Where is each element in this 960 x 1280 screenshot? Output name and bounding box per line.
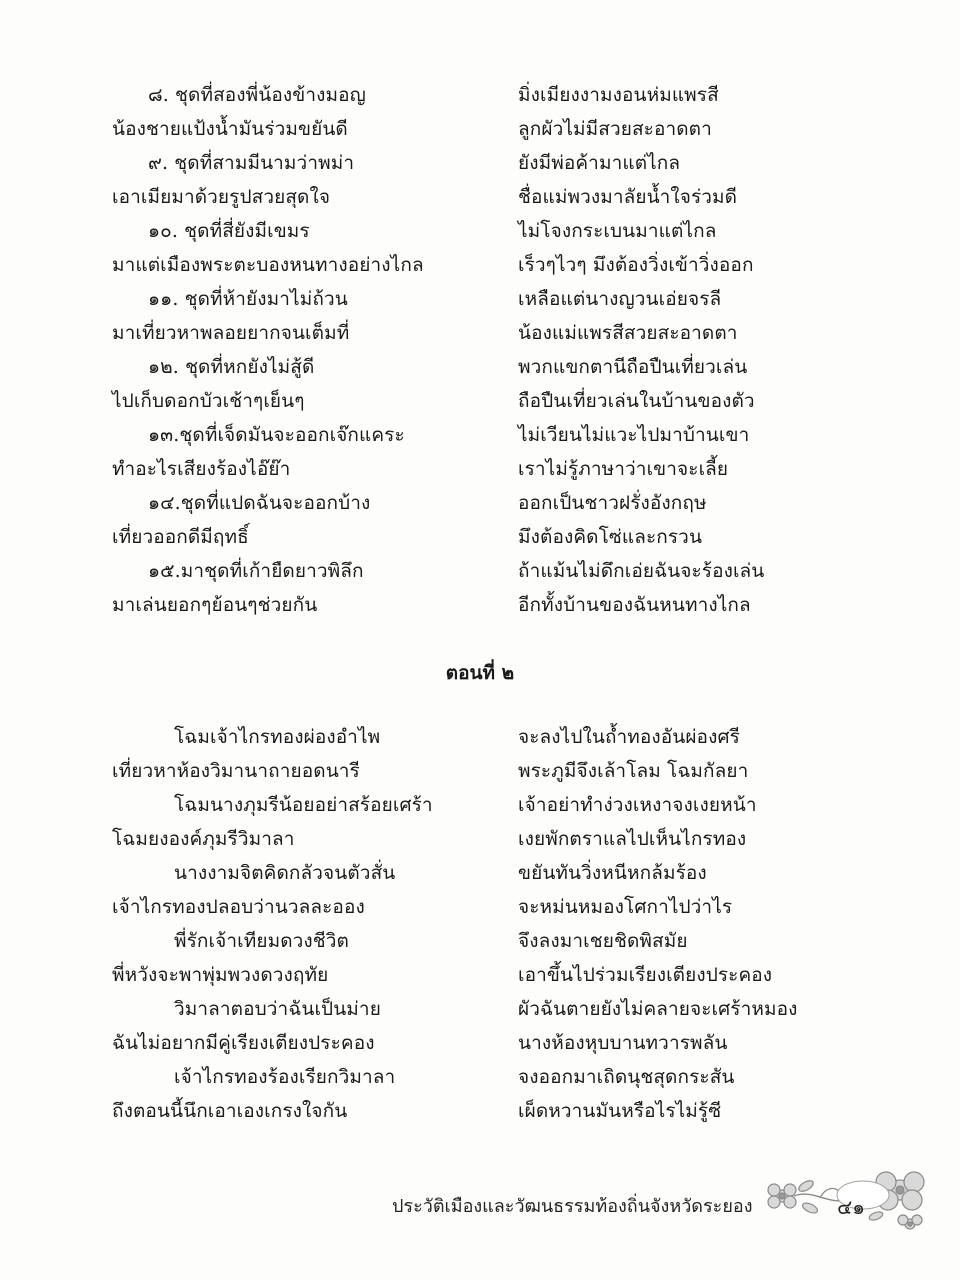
verse-line: ทำอะไรเสียงร้องไอ๊ย๊า bbox=[112, 458, 291, 480]
verse-line: นางงามจิตคิดกลัวจนตัวสั่น bbox=[174, 862, 396, 884]
verse-line: มาแต่เมืองพระตะบองหนทางอย่างไกล bbox=[112, 254, 424, 276]
verse-line: เจ้าไกรทองร้องเรียกวิมาลา bbox=[174, 1066, 396, 1088]
verse-line: มาเล่นยอกๆย้อนๆช่วยกัน bbox=[112, 594, 318, 616]
verse-line: มึงต้องคิดโซ่และกรวน bbox=[518, 526, 703, 548]
verse-line: ถ้าแม้นไม่ดึกเอ่ยฉันจะร้องเล่น bbox=[518, 560, 765, 582]
verse-line: พี่รักเจ้าเทียมดวงชีวิต bbox=[174, 930, 349, 952]
verse-line: พี่หวังจะพาพุ่มพวงดวงฤทัย bbox=[112, 964, 329, 986]
verse-line: เราไม่รู้ภาษาว่าเขาจะเลี้ย bbox=[518, 458, 729, 480]
verse-line: เที่ยวออกดีมีฤทธิ์ bbox=[112, 526, 249, 548]
verse-line: ชื่อแม่พวงมาลัยน้ำใจร่วมดี bbox=[518, 186, 738, 208]
verse-line: ๑๒. ชุดที่หกยังไม่สู้ดี bbox=[148, 356, 315, 378]
verse-line: มาเที่ยวหาพลอยยากจนเต็มที่ bbox=[112, 322, 350, 344]
verse-line: โฉมเจ้าไกรทองผ่องอำไพ bbox=[174, 726, 381, 748]
verse-line: อีกทั้งบ้านของฉันหนทางไกล bbox=[518, 594, 751, 616]
verse-line: โฉมนางภุมรีน้อยอย่าสร้อยเศร้า bbox=[174, 794, 433, 816]
verse-line: น้องชายแป้งน้ำมันร่วมขยันดี bbox=[112, 118, 348, 140]
section-heading: ตอนที่ ๒ bbox=[445, 662, 515, 684]
book-title: ประวัติเมืองและวัฒนธรรมท้องถิ่นจังหวัดระยอง bbox=[392, 1196, 753, 1217]
verse-line: ๑๕.มาชุดที่เก้ายืดยาวพิลึก bbox=[148, 560, 364, 582]
verse-line: เอาเมียมาด้วยรูปสวยสุดใจ bbox=[112, 186, 331, 208]
verse-line: ยังมีพ่อค้ามาแต่ไกล bbox=[518, 152, 681, 174]
verse-line: ฉันไม่อยากมีคู่เรียงเตียงประคอง bbox=[112, 1032, 375, 1054]
verse-line: ออกเป็นชาวฝรั่งอังกฤษ bbox=[518, 492, 707, 514]
verse-line: ๘. ชุดที่สองพี่น้องข้างมอญ bbox=[148, 84, 366, 106]
verse-line: ๑๔.ชุดที่แปดฉันจะออกบ้าง bbox=[148, 492, 371, 514]
verse-line: จงออกมาเถิดนุชสุดกระสัน bbox=[518, 1066, 735, 1088]
verse-line: ขยันทันวิ่งหนีหกล้มร้อง bbox=[518, 862, 707, 884]
verse-line: เอาขึ้นไปร่วมเรียงเตียงประคอง bbox=[518, 964, 773, 986]
verse-line: มิ่งเมียงงามงอนห่มแพรสี bbox=[518, 84, 719, 106]
verse-line: นางห้องหุบบานทวารพลัน bbox=[518, 1032, 728, 1054]
verse-line: วิมาลาตอบว่าฉันเป็นม่าย bbox=[174, 998, 381, 1020]
verse-line: ไม่โจงกระเบนมาแต่ไกล bbox=[518, 220, 717, 242]
verse-line: เจ้าอย่าทำง่วงเหงาจงเงยหน้า bbox=[518, 794, 757, 816]
verse-line: ถือปืนเที่ยวเล่นในบ้านของตัว bbox=[518, 390, 755, 412]
page-footer bbox=[0, 1188, 960, 1228]
verse-line: พระภูมีจึงเล้าโลม โฉมกัลยา bbox=[518, 760, 749, 782]
verse-line: น้องแม่แพรสีสวยสะอาดตา bbox=[518, 322, 738, 344]
verse-line: เจ้าไกรทองปลอบว่านวลละออง bbox=[112, 896, 365, 918]
verse-line: เผ็ดหวานมันหรือไรไม่รู้ซี bbox=[518, 1100, 722, 1122]
verse-line: จะหม่นหมองโศกาไปว่าไร bbox=[518, 896, 733, 918]
verse-line: ไปเก็บดอกบัวเช้าๆเย็นๆ bbox=[112, 390, 305, 412]
verse-line: จะลงไปในถ้ำทองอันผ่องศรี bbox=[518, 726, 740, 748]
verse-line: พวกแขกตานีถือปืนเที่ยวเล่น bbox=[518, 356, 748, 378]
verse-line: ๑๓.ชุดที่เจ็ดมันจะออกเจ๊กแคระ bbox=[148, 424, 405, 446]
verse-line: เร็วๆไวๆ มึงต้องวิ่งเข้าวิ่งออก bbox=[518, 254, 754, 276]
verse-line: จึงลงมาเชยชิดพิสมัย bbox=[518, 930, 688, 952]
verse-line: เหลือแต่นางญวนเอ่ยจรลี bbox=[518, 288, 722, 310]
verse-line: เงยพักตราแลไปเห็นไกรทอง bbox=[518, 828, 747, 850]
verse-line: ไม่เวียนไม่แวะไปมาบ้านเขา bbox=[518, 424, 750, 446]
verse-line: ๙. ชุดที่สามมีนามว่าพม่า bbox=[148, 152, 355, 174]
verse-line: ถึงตอนนี้นึกเอาเองเกรงใจกัน bbox=[112, 1100, 348, 1122]
verse-line: ๑๑. ชุดที่ห้ายังมาไม่ถ้วน bbox=[148, 288, 348, 310]
verse-line: เที่ยวหาห้องวิมานาถายอดนารี bbox=[112, 760, 360, 782]
verse-line: โฉมยงองค์ภุมรีวิมาลา bbox=[112, 828, 295, 850]
page-number: ๔๑ bbox=[837, 1195, 865, 1219]
verse-line: ลูกผัวไม่มีสวยสะอาดตา bbox=[518, 118, 712, 140]
verse-line: ผัวฉันตายยังไม่คลายจะเศร้าหมอง bbox=[518, 998, 798, 1020]
verse-line: ๑๐. ชุดที่สี่ยังมีเขมร bbox=[148, 220, 310, 242]
